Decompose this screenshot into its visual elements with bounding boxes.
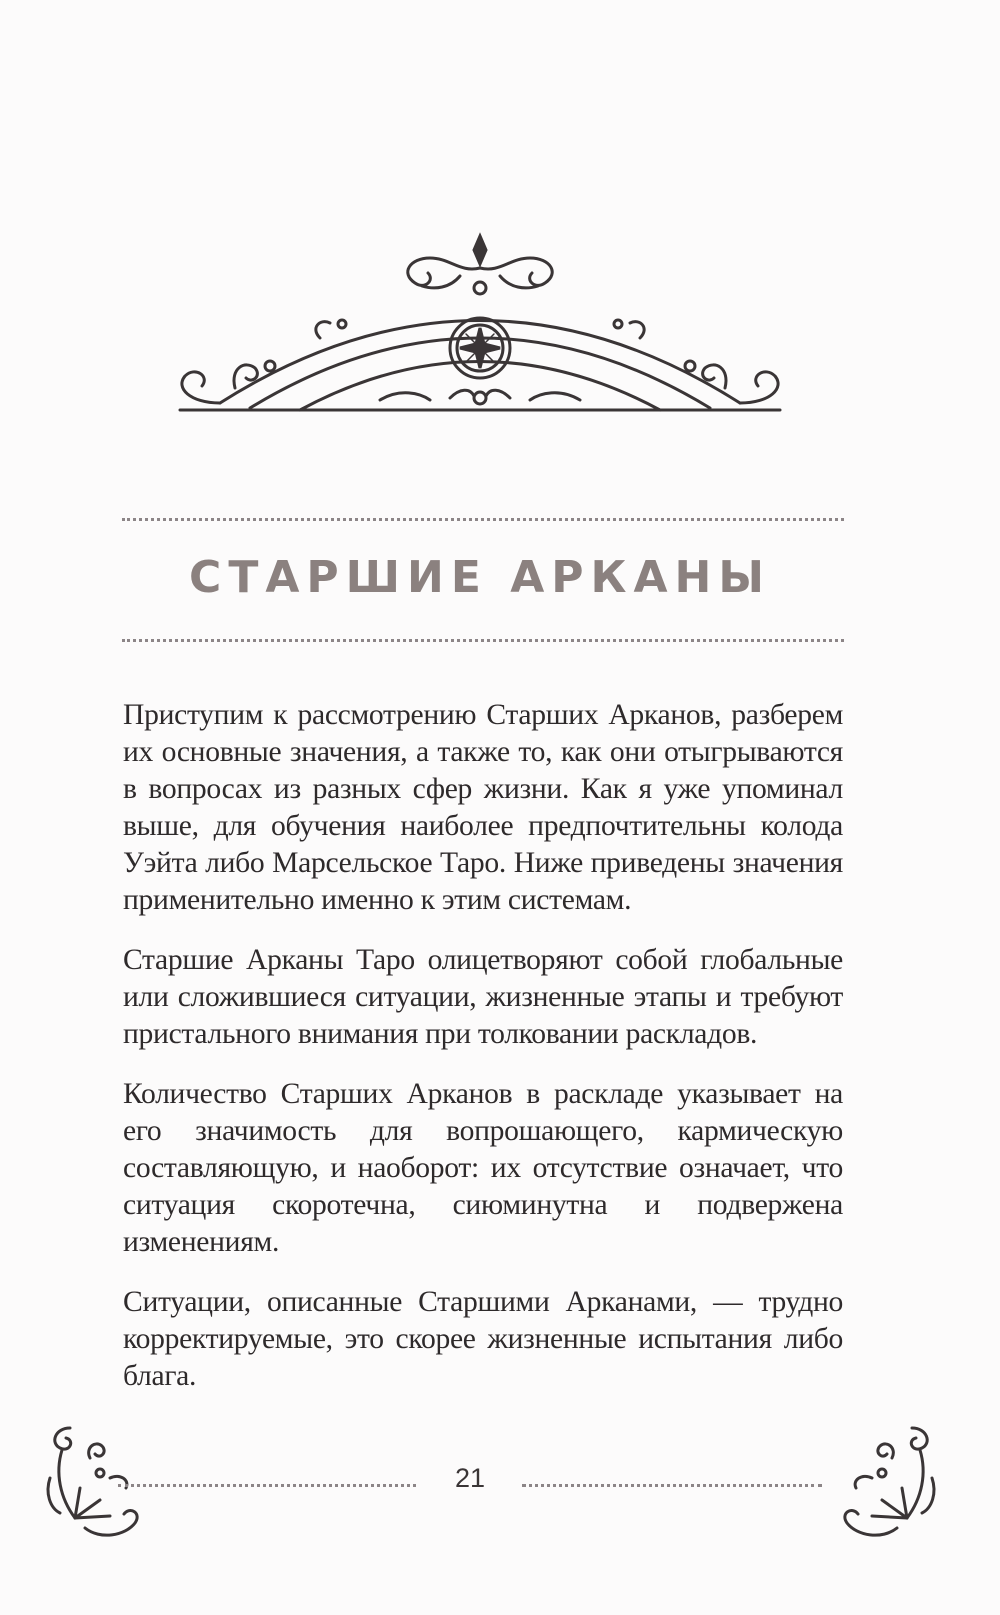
divider-bottom <box>122 639 844 642</box>
paragraph: Количество Старших Арканов в раскладе указывает на его значимость для вопрошающего, кармическую составляющую, и наоборот: их отсутствие означает, что ситуация скоротечна, сиюминутна и подвержена изменениям. <box>123 1078 843 1258</box>
footer-divider-right <box>522 1484 822 1487</box>
paragraph: Приступим к рассмотрению Старших Арканов, разберем их основные значения, а также то, как они отыгрываются в вопросах из разных сфер жизни. Как я уже упоминал выше, для обучения наиболее предпочтительны колода Уэйта либо Марсельское Таро. Ниже приведены значения применительно именно к этим системам. <box>123 699 843 916</box>
paragraph: Старшие Арканы Таро олицетворяют собой глобальные или сложившиеся ситуации, жизненные этапы и требуют пристального внимания при толковании раскладов. <box>123 944 843 1050</box>
divider-top <box>122 518 844 521</box>
page-title: СТАРШИЕ АРКАНЫ <box>189 552 771 603</box>
footer-divider-left <box>118 1484 416 1487</box>
corner-ornament-right-icon <box>822 1418 942 1544</box>
page-number: 21 <box>454 1463 486 1493</box>
body-text <box>123 697 843 1418</box>
ornament-arch-icon <box>160 228 800 448</box>
corner-ornament-left-icon <box>40 1418 160 1544</box>
paragraph: Ситуации, описанные Старшими Арканами, — трудно корректируемые, это скорее жизненные испытания либо блага. <box>123 1286 843 1392</box>
